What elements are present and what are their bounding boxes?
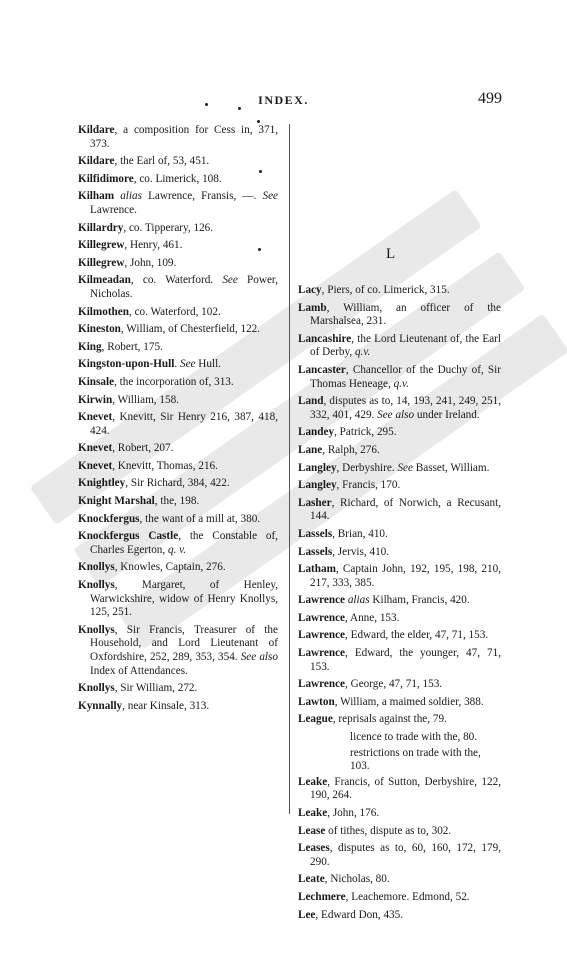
entry-headword: Knevet (78, 442, 113, 455)
entry-headword: Kirwin (78, 393, 113, 406)
index-entry (298, 909, 501, 923)
entry-headword: Latham (298, 563, 336, 576)
entry-reference-target: Basset, William. (412, 461, 490, 474)
entry-headword: Kilmeadan (78, 274, 131, 287)
entry-alias: alias (347, 594, 370, 607)
entry-text: , Sir William, 272. (114, 682, 198, 695)
entry-text: , William, a maimed soldier, 388. (334, 695, 484, 708)
entry-headword: Lacy (298, 284, 322, 296)
index-entry (78, 274, 278, 301)
entry-headword: Knollys (78, 561, 115, 574)
entry-text: , co. Tipperary, 126. (123, 221, 214, 234)
entry-headword: Lechmere (298, 890, 346, 903)
entry-headword: Lawrence (298, 647, 346, 660)
page-number: 499 (478, 90, 502, 107)
entry-headword: Lawrence (298, 594, 346, 607)
entry-text: , co. Waterford, 102. (128, 305, 221, 318)
index-entry (298, 497, 501, 524)
index-entry (298, 891, 501, 905)
entry-text: , the incorporation of, 313. (114, 375, 234, 388)
entry-headword: Knevet (78, 411, 113, 424)
entry-headword: Lassels (298, 527, 333, 540)
entry-cross-reference: See also (377, 408, 415, 421)
entry-headword: Killardry (78, 221, 124, 234)
index-entry (298, 713, 501, 727)
entry-headword: Lawrence (298, 629, 346, 642)
entry-text: , Anne, 153. (345, 611, 400, 624)
entry-headword: Kilham (78, 190, 115, 203)
entry-text: , John, 109. (124, 256, 177, 269)
entry-text: , Captain John, 192, 195, 198, 210, 217, 333, 385. (310, 563, 501, 589)
entry-headword: Leake (298, 807, 328, 819)
entry-headword: Leate (298, 873, 325, 886)
entry-headword: Langley (298, 479, 337, 492)
entry-headword: Knockfergus (78, 512, 140, 525)
entry-reference-target: under Ireland. (414, 408, 480, 421)
entry-headword: Kildare (78, 124, 115, 136)
entry-cross-reference: q.v. (393, 377, 409, 390)
index-entry (78, 124, 278, 151)
index-entry (298, 395, 501, 422)
index-subentry: restrictions on trade with the, 103. (350, 746, 481, 773)
entry-text: , John, 176. (327, 807, 380, 819)
entry-text: , Nicholas, 80. (324, 873, 390, 886)
index-entry (78, 513, 278, 527)
entry-text: , Knevitt, Thomas, 216. (112, 459, 218, 472)
index-entry (78, 323, 278, 337)
index-column-right (298, 284, 501, 926)
entry-headword: Knevet (78, 459, 113, 472)
index-entry (298, 462, 501, 476)
index-entry (78, 561, 278, 575)
entry-headword: Killegrew (78, 256, 125, 269)
index-entry (78, 341, 278, 355)
index-entry (78, 190, 278, 217)
index-entry (78, 530, 278, 557)
entry-headword: Knollys (78, 579, 115, 592)
entry-headword: Leases (298, 842, 330, 855)
index-entry (298, 563, 501, 590)
index-entry (78, 700, 278, 714)
entry-headword: League (298, 713, 333, 726)
entry-headword: Lancashire (298, 332, 352, 345)
entry-headword: Kinsale (78, 375, 115, 388)
entry-cross-reference: See also (240, 651, 278, 663)
index-entry (298, 807, 501, 821)
entry-text: , William, of Chesterfield, 122. (120, 323, 261, 336)
entry-text: , the want of a mill at, 380. (139, 512, 261, 525)
column-divider (289, 124, 290, 814)
entry-headword: Lancaster (298, 363, 346, 376)
entry-cross-reference: See (179, 358, 196, 371)
entry-text: , Francis, 170. (336, 479, 401, 492)
ink-speck (257, 120, 260, 123)
entry-headword: Lane (298, 443, 323, 456)
entry-text: , Sir Francis, Treasurer of the Household, and Lord Lieutenant of Oxfordshire, 252, 289, 353, 354. (90, 623, 278, 663)
entry-text: Kilham, Francis, 420. (369, 594, 470, 607)
entry-text: , the, 198. (154, 495, 200, 508)
entry-text: , Edward, the younger, 47, 71, 153. (310, 647, 501, 673)
index-entry (298, 678, 501, 692)
entry-text: , Robert, 175. (101, 340, 163, 353)
index-entry (298, 284, 501, 298)
index-entry (78, 394, 278, 408)
index-entry (298, 776, 501, 803)
entry-text: , near Kinsale, 313. (122, 699, 210, 712)
entry-headword: Kingston-upon-Hull (78, 358, 175, 371)
entry-text: , Francis, of Sutton, Derbyshire, 122, 190, 264. (310, 775, 501, 802)
entry-headword: Knollys (78, 682, 115, 695)
index-entry (78, 682, 278, 696)
index-entry (78, 239, 278, 253)
entry-cross-reference: See (262, 190, 279, 203)
entry-headword: Lawrence (298, 678, 346, 691)
entry-text: , Robert, 207. (112, 442, 174, 455)
index-column-left (78, 124, 278, 717)
entry-text: , Henry, 461. (124, 239, 183, 252)
entry-text: , Sir Richard, 384, 422. (125, 477, 230, 490)
index-entry (78, 358, 278, 372)
index-entry (298, 825, 501, 839)
entry-text: , Richard, of Norwich, a Recusant, 144. (310, 496, 501, 523)
index-entry (298, 302, 501, 329)
index-entry (78, 306, 278, 320)
entry-text: , Edward, the elder, 47, 71, 153. (345, 629, 489, 642)
index-entry (298, 528, 501, 542)
index-entry (78, 155, 278, 169)
entry-text: , the Constable of, Charles Egerton, (90, 530, 278, 556)
index-entry (78, 257, 278, 271)
entry-headword: Lawrence (298, 611, 346, 624)
entry-text: of tithes, dispute as to, 302. (325, 824, 452, 837)
entry-headword: Kynnally (78, 699, 123, 712)
index-entry (298, 842, 501, 869)
index-entry (78, 495, 278, 509)
entry-text: , Derbyshire. (336, 461, 398, 474)
entry-headword: Lamb (298, 301, 327, 314)
index-entry (298, 444, 501, 458)
running-head: INDEX. (258, 93, 309, 107)
index-entry (78, 579, 278, 620)
index-entry (78, 173, 278, 187)
entry-text: , Chancellor of the Duchy of, Sir Thomas Heneage, (310, 363, 501, 390)
entry-headword: Knockfergus Castle (78, 530, 179, 543)
entry-text: , co. Limerick, 108. (133, 172, 222, 185)
entry-text: , a composition for Cess in, 371, 373. (90, 124, 278, 150)
entry-headword: Killegrew (78, 239, 125, 252)
entry-text: , William, 158. (112, 393, 179, 406)
entry-reference-target: Hull. (195, 358, 221, 371)
index-entry (298, 594, 501, 608)
entry-headword: Kildare (78, 155, 115, 168)
entry-headword: Landey (298, 426, 335, 439)
entry-cross-reference: q.v. (354, 346, 371, 359)
entry-text: , the Lord Lieutenant of, the Earl of Derby, (310, 332, 501, 359)
entry-headword: Kineston (78, 323, 121, 336)
entry-text: , Edward Don, 435. (315, 908, 404, 921)
index-entry (298, 546, 501, 560)
index-entry (78, 460, 278, 474)
entry-text: , Piers, of co. Limerick, 315. (321, 284, 450, 296)
index-entry (298, 696, 501, 710)
entry-headword: Lasher (298, 496, 332, 509)
index-entry (298, 612, 501, 626)
entry-text: , reprisals against the, 79. (332, 713, 447, 726)
section-letter: L (386, 246, 396, 262)
entry-reference-target: Index of Attendances. (90, 664, 188, 677)
entry-headword: Lease (298, 824, 326, 837)
index-entry (298, 647, 501, 674)
entry-headword: Knightley (78, 477, 126, 490)
index-entry (78, 222, 278, 236)
entry-reference-target: Lawrence. (90, 203, 137, 216)
entry-headword: Land (298, 395, 324, 408)
entry-text: . (174, 358, 180, 371)
index-entry (298, 364, 501, 391)
entry-text: , Ralph, 276. (322, 443, 380, 456)
entry-headword: Lawton (298, 695, 335, 708)
entry-reference-target: Power, Nicholas. (90, 274, 278, 300)
entry-headword: Lee (298, 908, 316, 921)
entry-text: , disputes as to, 60, 160, 172, 179, 290. (310, 842, 501, 868)
entry-headword: Langley (298, 461, 337, 474)
index-entry (78, 442, 278, 456)
index-entry (298, 873, 501, 887)
index-entry (298, 629, 501, 643)
entry-text: , disputes as to, 14, 193, 241, 249, 251, 332, 401, 429. (310, 395, 501, 421)
entry-cross-reference: q. v. (167, 543, 187, 556)
index-entry (78, 411, 278, 438)
entry-text: , Patrick, 295. (334, 426, 397, 439)
entry-text: , Margaret, of Henley, Warwickshire, widow of Henry Knollys, 125, 251. (90, 579, 278, 619)
index-entry (298, 333, 501, 360)
entry-headword: Knight Marshal (78, 495, 155, 508)
entry-text: , George, 47, 71, 153. (345, 678, 443, 691)
entry-cross-reference: See (397, 461, 413, 474)
entry-text: , Jervis, 410. (332, 545, 390, 558)
entry-text: , Knevitt, Sir Henry 216, 387, 418, 424. (90, 411, 278, 437)
entry-text: , the Earl of, 53, 451. (114, 155, 210, 168)
entry-text: , Leachemore. Edmond, 52. (345, 890, 470, 903)
entry-text: , Brian, 410. (332, 527, 388, 540)
index-subentry: licence to trade with the, 80. (350, 731, 478, 744)
entry-alias: alias (120, 190, 142, 203)
entry-headword: King (78, 340, 102, 353)
entry-text: Lawrence, Fransis, —. (141, 190, 263, 203)
index-entry (78, 376, 278, 390)
entry-headword: Kilmothen (78, 305, 129, 318)
entry-headword: Leake (298, 775, 328, 788)
entry-cross-reference: See (222, 274, 238, 287)
entry-headword: Kilfidimore (78, 172, 134, 185)
index-entry (298, 479, 501, 493)
entry-headword: Lassels (298, 545, 333, 558)
index-entry (78, 477, 278, 491)
entry-text: , co. Waterford. (130, 274, 223, 287)
entry-text: , William, an officer of the Marshalsea, 231. (310, 301, 501, 328)
entry-headword: Knollys (78, 623, 115, 636)
entry-text: , Knowles, Captain, 276. (114, 561, 226, 574)
index-entry (298, 426, 501, 440)
index-entry (78, 624, 278, 678)
